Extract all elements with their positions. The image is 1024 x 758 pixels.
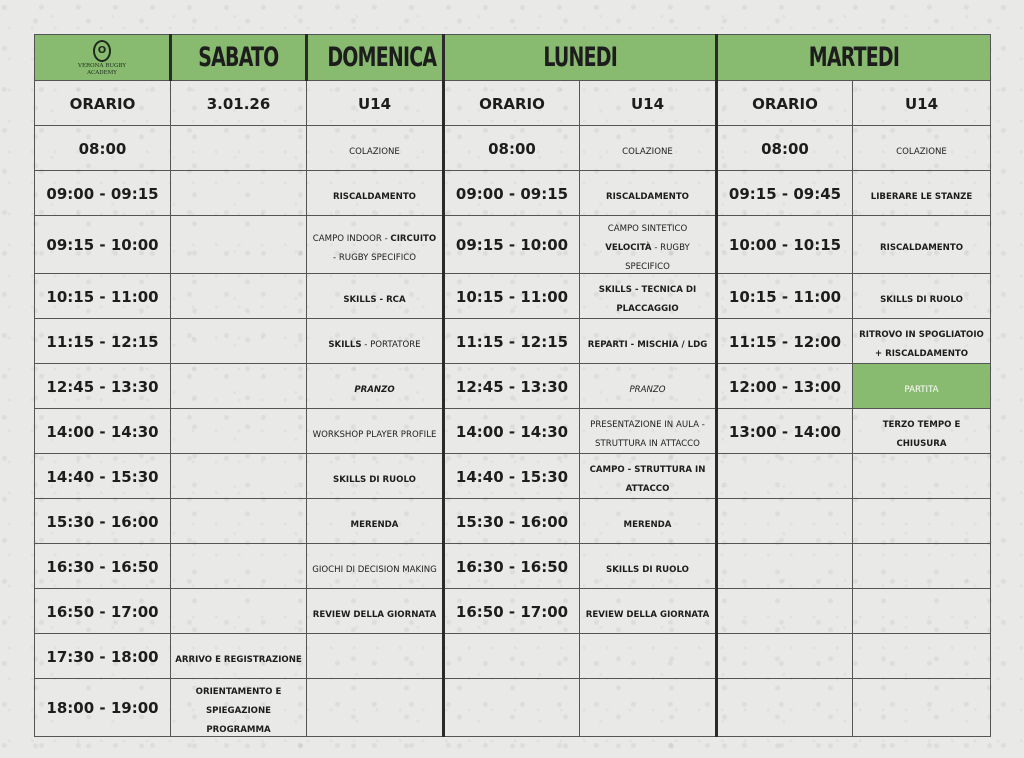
cell-t1 <box>35 126 171 171</box>
time-label: 09:15 - 10:00 <box>455 236 569 254</box>
cell-t3 <box>717 126 853 171</box>
cell-t3 <box>717 274 853 319</box>
cell-mar <box>853 544 991 589</box>
time-label: 09:00 - 09:15 <box>455 184 569 203</box>
cell-sab <box>171 274 307 319</box>
cell-lun <box>580 454 717 499</box>
cell-t2 <box>444 126 580 171</box>
activity-label: RISCALDAMENTO <box>605 191 689 202</box>
cell-t1 <box>35 679 171 737</box>
cell-t3 <box>717 499 853 544</box>
time-label: 16:50 - 17:00 <box>46 602 159 621</box>
cell-dom <box>307 171 444 216</box>
time-label: 10:15 - 11:00 <box>455 287 569 306</box>
cell-t2 <box>444 679 580 737</box>
time-label: 09:15 - 10:00 <box>46 236 159 254</box>
schedule-table <box>34 34 991 737</box>
cell-dom <box>307 634 444 679</box>
cell-t1 <box>35 454 171 499</box>
cell-sab <box>171 544 307 589</box>
time-label: 10:15 - 11:00 <box>46 287 159 306</box>
cell-lun <box>580 634 717 679</box>
time-label: 14:00 - 14:30 <box>455 422 569 441</box>
cell-t1 <box>35 544 171 589</box>
schedule-row <box>35 499 991 544</box>
activity-label: RITROVO IN SPOGLIATOIO + RISCALDAMENTO <box>859 330 984 359</box>
time-label: 18:00 - 19:00 <box>46 699 159 717</box>
subheader-date: 3.01.26 <box>171 81 307 126</box>
schedule-row <box>35 589 991 634</box>
time-label: 16:30 - 16:50 <box>455 557 569 576</box>
cell-t2 <box>444 319 580 364</box>
cell-lun <box>580 679 717 737</box>
cell-t1 <box>35 634 171 679</box>
time-label: 09:15 - 09:45 <box>728 184 842 203</box>
cell-lun <box>580 274 717 319</box>
cell-t1 <box>35 409 171 454</box>
day-header-martedi: MARTEDI <box>717 35 991 81</box>
logo-text-line2: ACADEMY <box>87 69 117 76</box>
logo-cell <box>35 35 171 81</box>
cell-t2 <box>444 171 580 216</box>
academy-logo <box>39 40 165 76</box>
day-header-domenica: DOMENICA <box>307 35 444 81</box>
cell-lun <box>580 589 717 634</box>
day-header-row <box>35 35 991 81</box>
time-label: 11:15 - 12:15 <box>46 332 159 351</box>
cell-mar <box>853 454 991 499</box>
cell-dom <box>307 364 444 409</box>
cell-t3 <box>717 319 853 364</box>
cell-mar <box>853 171 991 216</box>
subheader-u14: U14 <box>307 81 444 126</box>
activity-label: MERENDA <box>623 519 672 530</box>
subheader-u14: U14 <box>580 81 717 126</box>
cell-dom <box>307 499 444 544</box>
activity-label: RISCALDAMENTO <box>332 191 416 202</box>
cell-t3 <box>717 544 853 589</box>
time-label: 11:15 - 12:15 <box>455 332 569 351</box>
cell-t3 <box>717 634 853 679</box>
cell-lun <box>580 126 717 171</box>
time-label: 08:00 <box>761 139 809 158</box>
cell-mar <box>853 126 991 171</box>
activity-label: PRANZO <box>629 384 666 395</box>
activity-label: COLAZIONE <box>349 146 400 157</box>
cell-sab <box>171 679 307 737</box>
time-label: 11:15 - 12:00 <box>728 332 842 351</box>
time-label: 13:00 - 14:00 <box>728 422 842 441</box>
cell-lun <box>580 171 717 216</box>
schedule-row <box>35 364 991 409</box>
day-header-sabato: SABATO <box>171 35 307 81</box>
cell-t2 <box>444 364 580 409</box>
cell-sab <box>171 409 307 454</box>
activity-label: REVIEW DELLA GIORNATA <box>312 609 437 620</box>
cell-dom <box>307 589 444 634</box>
schedule-row <box>35 454 991 499</box>
cell-sab <box>171 364 307 409</box>
cell-sab <box>171 499 307 544</box>
activity-label: SKILLS - PORTATORE <box>328 339 421 350</box>
subheader-orario: ORARIO <box>444 81 580 126</box>
cell-t1 <box>35 274 171 319</box>
cell-dom <box>307 319 444 364</box>
cell-sab <box>171 634 307 679</box>
time-label: 16:30 - 16:50 <box>46 557 159 576</box>
cell-mar <box>853 274 991 319</box>
schedule-row <box>35 171 991 216</box>
time-label: 09:00 - 09:15 <box>46 184 159 203</box>
cell-t2 <box>444 634 580 679</box>
cell-dom <box>307 126 444 171</box>
schedule-row <box>35 216 991 274</box>
activity-label: PARTITA <box>904 384 939 395</box>
time-label: 08:00 <box>488 139 536 158</box>
cell-t3 <box>717 364 853 409</box>
schedule-row <box>35 274 991 319</box>
cell-sab <box>171 126 307 171</box>
time-label: 12:00 - 13:00 <box>728 377 842 396</box>
time-label: 14:40 - 15:30 <box>46 467 159 486</box>
cell-mar <box>853 409 991 454</box>
cell-t3 <box>717 454 853 499</box>
activity-label: CAMPO SINTETICO VELOCITÀ - RUGBY SPECIFICO <box>605 224 690 272</box>
activity-label: WORKSHOP PLAYER PROFILE <box>312 429 437 440</box>
activity-label: LIBERARE LE STANZE <box>870 191 973 202</box>
cell-dom <box>307 679 444 737</box>
cell-sab <box>171 454 307 499</box>
cell-lun <box>580 409 717 454</box>
schedule-row <box>35 409 991 454</box>
day-header-lunedi: LUNEDI <box>444 35 717 81</box>
activity-label: COLAZIONE <box>896 146 947 157</box>
activity-label: PRANZO <box>354 384 395 395</box>
cell-sab <box>171 319 307 364</box>
time-label: 17:30 - 18:00 <box>46 647 159 666</box>
cell-t1 <box>35 171 171 216</box>
cell-mar <box>853 364 991 409</box>
cell-sab <box>171 216 307 274</box>
time-label: 15:30 - 16:00 <box>455 512 569 531</box>
cell-dom <box>307 274 444 319</box>
cell-mar <box>853 319 991 364</box>
cell-lun <box>580 544 717 589</box>
subheader-u14: U14 <box>853 81 991 126</box>
schedule-row <box>35 679 991 737</box>
subheader-row <box>35 81 991 126</box>
activity-label: REPARTI - MISCHIA / LDG <box>587 339 708 350</box>
cell-mar <box>853 679 991 737</box>
time-label: 15:30 - 16:00 <box>46 512 159 531</box>
activity-label: SKILLS DI RUOLO <box>880 294 963 305</box>
cell-dom <box>307 409 444 454</box>
cell-mar <box>853 499 991 544</box>
cell-t3 <box>717 409 853 454</box>
schedule-row <box>35 634 991 679</box>
cell-t2 <box>444 544 580 589</box>
activity-label: TERZO TEMPO E CHIUSURA <box>882 420 961 449</box>
cell-t3 <box>717 589 853 634</box>
cell-dom <box>307 216 444 274</box>
activity-label: CAMPO INDOOR - CIRCUITO - RUGBY SPECIFICO <box>312 233 437 263</box>
cell-sab <box>171 171 307 216</box>
activity-label: ARRIVO E REGISTRAZIONE <box>175 654 302 665</box>
activity-label: CAMPO - STRUTTURA IN ATTACCO <box>589 465 706 494</box>
schedule-body <box>35 126 991 737</box>
cell-lun <box>580 319 717 364</box>
time-label: 08:00 <box>78 139 127 158</box>
cell-dom <box>307 544 444 589</box>
time-label: 14:40 - 15:30 <box>455 467 569 486</box>
cell-sab <box>171 589 307 634</box>
cell-t2 <box>444 409 580 454</box>
activity-label: ORIENTAMENTO E SPIEGAZIONE PROGRAMMA <box>195 687 282 735</box>
activity-label: GIOCHI DI DECISION MAKING <box>312 564 437 575</box>
schedule-row <box>35 544 991 589</box>
cell-lun <box>580 499 717 544</box>
cell-t2 <box>444 454 580 499</box>
subheader-orario: ORARIO <box>717 81 853 126</box>
time-label: 14:00 - 14:30 <box>46 422 159 441</box>
cell-t1 <box>35 499 171 544</box>
schedule-row <box>35 319 991 364</box>
activity-label: REVIEW DELLA GIORNATA <box>585 609 710 620</box>
cell-t2 <box>444 274 580 319</box>
cell-mar <box>853 589 991 634</box>
time-label: 12:45 - 13:30 <box>46 377 159 396</box>
rugby-ball-icon: O <box>93 40 111 62</box>
cell-lun <box>580 364 717 409</box>
activity-label: SKILLS - RCA <box>343 294 406 305</box>
cell-t3 <box>717 171 853 216</box>
activity-label: SKILLS DI RUOLO <box>333 474 416 485</box>
cell-t1 <box>35 589 171 634</box>
logo-text-line1: VERONA RUGBY <box>78 62 126 69</box>
cell-t2 <box>444 216 580 274</box>
cell-t3 <box>717 679 853 737</box>
cell-t2 <box>444 499 580 544</box>
time-label: 10:15 - 11:00 <box>728 287 842 306</box>
cell-t1 <box>35 319 171 364</box>
cell-t1 <box>35 364 171 409</box>
cell-t3 <box>717 216 853 274</box>
cell-dom <box>307 454 444 499</box>
cell-lun <box>580 216 717 274</box>
cell-mar <box>853 634 991 679</box>
time-label: 12:45 - 13:30 <box>455 377 569 396</box>
subheader-orario: ORARIO <box>35 81 171 126</box>
activity-label: MERENDA <box>350 519 399 530</box>
cell-t2 <box>444 589 580 634</box>
cell-t1 <box>35 216 171 274</box>
time-label: 16:50 - 17:00 <box>455 602 569 621</box>
activity-label: RISCALDAMENTO <box>880 243 964 253</box>
cell-mar <box>853 216 991 274</box>
activity-label: SKILLS DI RUOLO <box>606 564 689 575</box>
activity-label: PRESENTAZIONE IN AULA - STRUTTURA IN ATTACCO <box>590 420 705 449</box>
time-label: 10:00 - 10:15 <box>728 236 842 254</box>
activity-label: COLAZIONE <box>622 146 673 157</box>
schedule-row <box>35 126 991 171</box>
activity-label: SKILLS - TECNICA DI PLACCAGGIO <box>598 285 697 314</box>
